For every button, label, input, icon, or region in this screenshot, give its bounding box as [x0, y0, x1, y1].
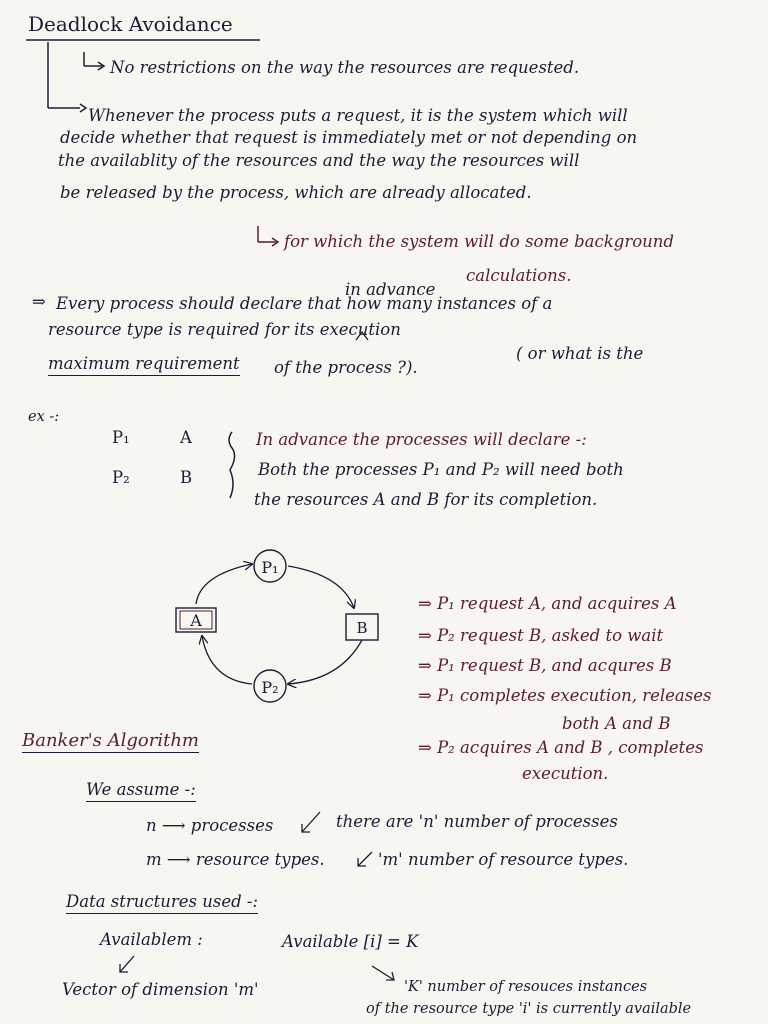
var-m-symbol: m	[146, 850, 162, 869]
max-requirement-underlined: maximum requirement	[48, 356, 240, 376]
line-whenever-4: be released by the process, which are already allocated.	[60, 183, 532, 202]
example-p2: P₂	[112, 468, 130, 487]
node-b-label: B	[356, 619, 368, 637]
line-background-2: calculations.	[466, 266, 572, 285]
var-n-symbol: n	[146, 816, 157, 835]
line-no-restrictions: No restrictions on the way the resources are requested.	[110, 58, 580, 77]
implies-arrow-1: ⇒	[32, 292, 46, 311]
line-whenever-2: decide whether that request is immediately met or not depending on	[60, 128, 638, 147]
available-equation: Available [i] = K	[282, 932, 419, 951]
line-whenever-3: the availablity of the resources and the way the resources will	[58, 151, 580, 170]
var-m-def: resource types.	[195, 850, 325, 869]
example-p1: P₁	[112, 428, 130, 447]
step-4-cont: both A and B	[562, 714, 671, 733]
k-note-2: of the resource type 'i' is currently available	[366, 1001, 692, 1017]
line-background-1: for which the system will do some background	[284, 232, 674, 251]
line-whenever-1: Whenever the process puts a request, it is the system which will	[88, 106, 628, 125]
line-every-process-3: of the process ?).	[274, 358, 418, 377]
in-advance-insert: in advance	[345, 280, 436, 299]
page-title: Deadlock Avoidance	[28, 12, 233, 36]
vector-dimension: Vector of dimension 'm'	[62, 980, 259, 999]
step-1: ⇒ P₁ request A, and acquires A	[418, 594, 677, 613]
step-2-text: P₂ request B, asked to wait	[437, 626, 664, 645]
var-n-note: there are 'n' number of processes	[336, 812, 618, 831]
step-3: ⇒ P₁ request B, and acqures B	[418, 656, 672, 675]
step-3-text: P₁ request B, and acqures B	[437, 656, 672, 675]
step-4-text: P₁ completes execution, releases	[437, 686, 712, 705]
available-label: Availablem :	[100, 930, 203, 949]
data-structures-heading: Data structures used -:	[66, 894, 258, 914]
node-p1-label: P₁	[261, 558, 279, 577]
line-every-process-paren: ( or what is the	[516, 344, 644, 363]
we-assume: We assume -:	[86, 782, 196, 802]
step-2: ⇒ P₂ request B, asked to wait	[418, 626, 664, 645]
var-n: n ⟶ processes	[146, 816, 274, 835]
step-4: ⇒ P₁ completes execution, releases	[418, 686, 712, 705]
step-5: ⇒ P₂ acquires A and B , completes	[418, 738, 704, 757]
example-label: ex -:	[28, 409, 60, 425]
line-every-process-2: resource type is required for its execution	[48, 320, 401, 339]
example-declare: In advance the processes will declare -:	[256, 430, 587, 449]
node-a-label: A	[190, 611, 202, 630]
line-every-process-1: Every process should declare that how many instances of a	[56, 294, 553, 313]
step-5-text: P₂ acquires A and B , completes	[437, 738, 704, 757]
example-both-1: Both the processes P₁ and P₂ will need both	[258, 460, 624, 479]
example-a: A	[180, 428, 192, 447]
k-note-1: 'K' number of resouces instances	[404, 979, 648, 995]
example-b: B	[180, 468, 193, 487]
var-n-def: processes	[190, 816, 274, 835]
banker-title: Banker's Algorithm	[22, 730, 199, 751]
step-1-text: P₁ request A, and acquires A	[437, 594, 677, 613]
step-5-cont: execution.	[522, 764, 609, 783]
var-m: m ⟶ resource types.	[146, 850, 325, 869]
example-both-2: the resources A and B for its completion.	[254, 490, 598, 509]
node-p2-label: P₂	[261, 678, 279, 697]
var-m-note: 'm' number of resource types.	[378, 850, 629, 869]
